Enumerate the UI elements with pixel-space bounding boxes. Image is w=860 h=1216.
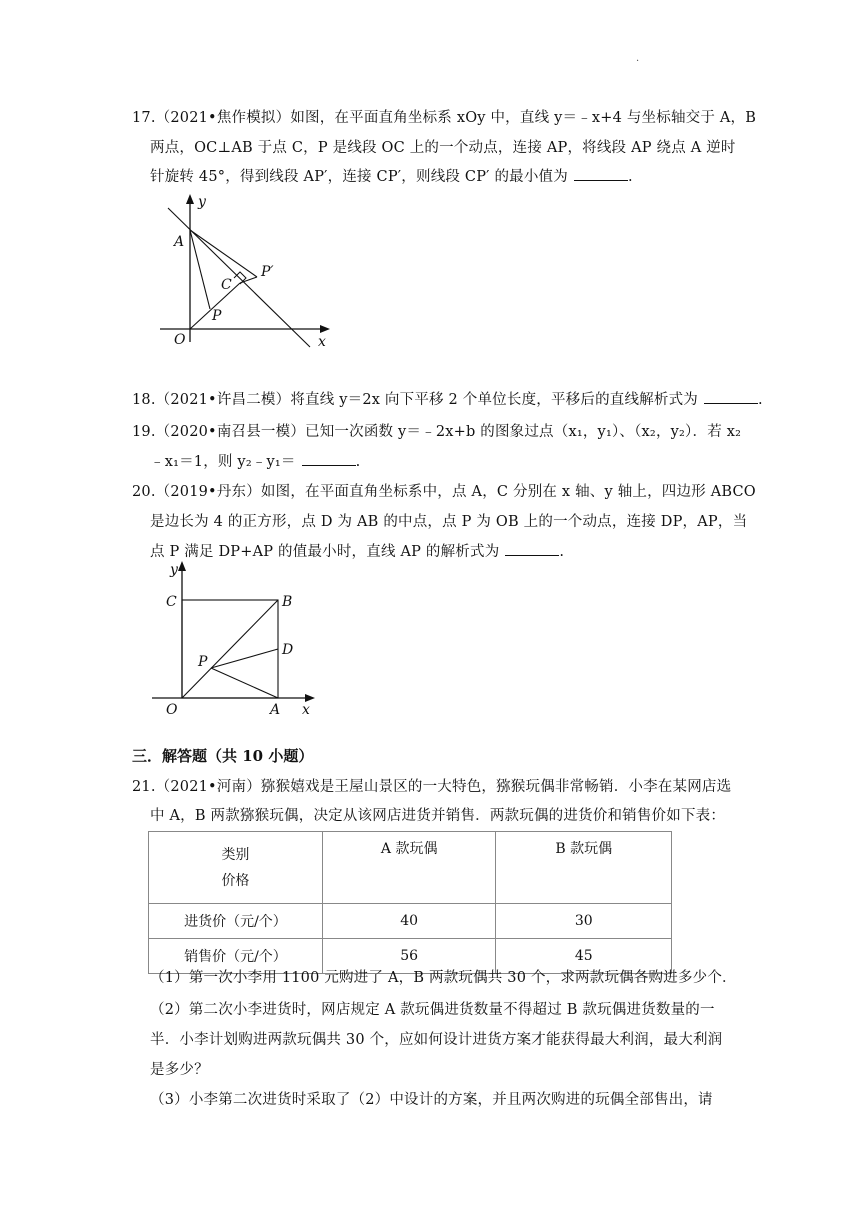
q20-label-y: y	[170, 562, 178, 578]
corner-bottom: 价格	[221, 872, 250, 889]
table-header-row	[149, 832, 672, 904]
section-heading: 三．解答题（共 10 小题）	[132, 747, 314, 765]
q21-part-2-line-1: （2）第二次小李进货时，网店规定 A 款玩偶进货数量不得超过 B 款玩偶进货数量的一	[150, 1002, 715, 1018]
q17-label-o: O	[174, 332, 186, 348]
col-b-label: B 款玩偶	[555, 841, 613, 857]
answer-blank	[574, 179, 628, 181]
col-header-a	[322, 832, 496, 904]
table-row	[149, 904, 672, 939]
q20-x-arrow	[305, 694, 315, 702]
q20-line-2: 是边长为 4 的正方形，点 D 为 AB 的中点，点 P 为 OB 上的一个动点，连接 DP，AP，当	[150, 514, 748, 530]
row-label: 进货价（元/个）	[149, 904, 323, 939]
q20-seg-ob	[182, 600, 278, 698]
q21-part-2-line-3: 是多少？	[150, 1062, 209, 1078]
table-corner-cell	[149, 832, 323, 904]
q17-label-c: C	[221, 277, 232, 293]
q17-label-y: y	[198, 194, 206, 210]
cell-a: 40	[322, 904, 496, 939]
q21-part-1: （1）第一次小李用 1100 元购进了 A，B 两款玩偶共 30 个，求两款玩偶各购进多少个．	[150, 970, 737, 986]
q20-label-p: P	[198, 654, 208, 670]
q17-figure	[160, 192, 340, 352]
q20-y-arrow	[178, 561, 186, 571]
q20-seg-pa	[211, 668, 278, 698]
q20-line-3-text: 点 P 满足 DP+AP 的值最小时，直线 AP 的解析式为	[150, 544, 500, 560]
q20-figure	[150, 558, 330, 720]
cell-b: 45	[496, 939, 672, 974]
q20-line-3-end: .	[559, 544, 565, 560]
cell-b: 30	[496, 904, 672, 939]
q18-end: .	[757, 392, 763, 408]
answer-blank	[505, 554, 559, 556]
q19-line-2	[150, 450, 360, 471]
q21-part-3: （3）小李第二次进货时采取了（2）中设计的方案，并且两次购进的玩偶全部售出，请	[150, 1092, 713, 1108]
q21-line-1: 21.（2021•河南）猕猴嬉戏是王屋山景区的一大特色，猕猴玩偶非常畅销．小李在某网店选	[132, 779, 732, 795]
answer-blank	[704, 402, 758, 404]
q20-label-a: A	[270, 702, 281, 718]
q20-label-b: B	[282, 594, 293, 610]
q20-label-d: D	[282, 642, 294, 658]
q17-line-3-end: .	[627, 169, 633, 185]
q17-label-a: A	[174, 234, 185, 250]
q19-end: .	[355, 454, 361, 470]
row-label: 销售价（元/个）	[149, 939, 323, 974]
q17-y-arrow	[186, 194, 194, 204]
q21-part-2-line-2: 半．小李计划购进两款玩偶共 30 个，应如何设计进货方案才能获得最大利润，最大利润	[150, 1032, 723, 1048]
answer-blank	[302, 464, 356, 466]
price-table	[148, 831, 672, 974]
q19-text: ﹣x₁＝1，则 y₂﹣y₁＝	[150, 454, 296, 470]
q20-label-o: O	[166, 702, 178, 718]
q20-label-x: x	[302, 702, 310, 718]
q17-line-ab	[168, 208, 310, 347]
q17-label-x: x	[318, 334, 326, 350]
q17-line-1: 17.（2021•焦作模拟）如图，在平面直角坐标系 xOy 中，直线 y＝﹣x+4 与坐标轴交于 A，B	[132, 110, 757, 126]
q20-label-c: C	[166, 594, 177, 610]
cell-a: 56	[322, 939, 496, 974]
q17-label-p: P	[212, 308, 222, 324]
q17-line-2: 两点，OC⊥AB 于点 C，P 是线段 OC 上的一个动点，连接 AP，将线段 AP 绕点 A 逆时	[150, 140, 736, 156]
corner-top: 类别	[221, 846, 250, 863]
q20-line-1: 20.（2019•丹东）如图，在平面直角坐标系中，点 A，C 分别在 x 轴、y 轴上，四边形 ABCO	[132, 484, 756, 500]
q18-text: 18.（2021•许昌二模）将直线 y＝2x 向下平移 2 个单位长度，平移后的直线解析式为	[132, 392, 698, 408]
col-header-b	[496, 832, 672, 904]
q17-line-3-text: 针旋转 45°，得到线段 AP′，连接 CP′，则线段 CP′ 的最小值为	[150, 169, 568, 185]
q21-line-2: 中 A，B 两款猕猴玩偶，决定从该网店进货并销售．两款玩偶的进货价和销售价如下表：	[150, 808, 726, 824]
q17-line-3	[150, 165, 633, 186]
q19-line-1: 19.（2020•南召县一模）已知一次函数 y＝﹣2x+b 的图象过点（x₁，y₁）、（x₂，y₂）．若 x₂	[132, 424, 742, 440]
col-a-label: A 款玩偶	[380, 841, 438, 857]
q17-x-arrow	[320, 325, 330, 333]
q17-label-pp: P′	[261, 264, 274, 280]
q18-line-1	[132, 388, 763, 409]
page-mark: ·	[636, 56, 640, 67]
